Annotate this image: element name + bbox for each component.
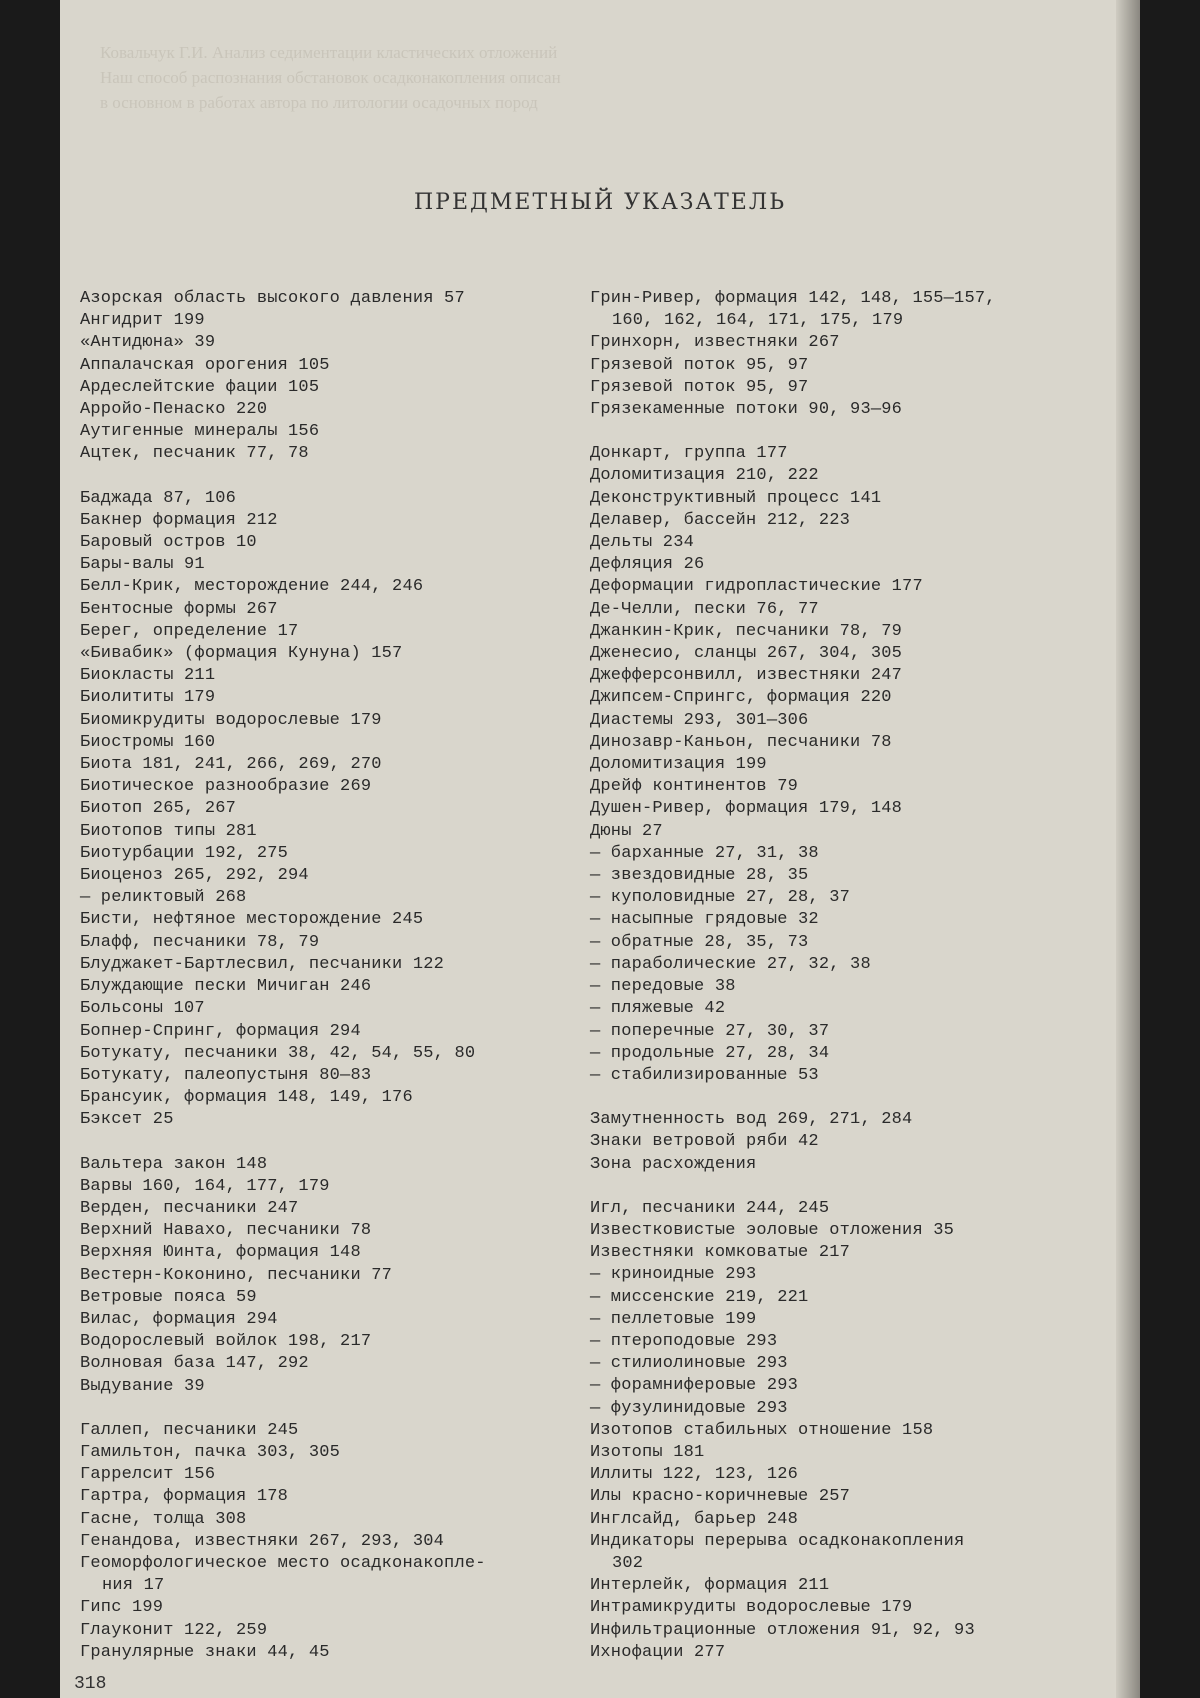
page-number: 318 bbox=[74, 1674, 107, 1694]
index-entry: Ангидрит 199 bbox=[80, 311, 205, 331]
index-entry: Биокласты 211 bbox=[80, 666, 216, 686]
index-entry: Гаррелсит 156 bbox=[80, 1465, 216, 1485]
page-title: ПРЕДМЕТНЫЙ УКАЗАТЕЛЬ bbox=[413, 190, 787, 215]
index-entry: Грязевой поток 95, 97 bbox=[590, 377, 809, 397]
index-entry: Диастемы 293, 301—306 bbox=[590, 710, 809, 730]
index-entry: — фузулинидовые 293 bbox=[590, 1398, 788, 1418]
index-entry: Интерлейк, формация 211 bbox=[590, 1576, 830, 1596]
index-entry: Белл-Крик, месторождение 244, 246 bbox=[80, 577, 424, 597]
index-entry: — куполовидные 27, 28, 37 bbox=[590, 888, 851, 908]
index-entry: Бакнер формация 212 bbox=[80, 510, 278, 530]
index-entry: — стилиолиновые 293 bbox=[590, 1354, 788, 1374]
book-page bbox=[60, 0, 1140, 1698]
index-entry: Бары-валы 91 bbox=[80, 555, 205, 575]
index-entry: Бопнер-Спринг, формация 294 bbox=[80, 1021, 361, 1041]
entry-gap bbox=[80, 466, 570, 488]
index-entry: Бентосные формы 267 bbox=[80, 599, 278, 619]
index-entry: Водорослевый войлок 198, 217 bbox=[80, 1332, 372, 1352]
index-entry: ния 17 bbox=[102, 1576, 165, 1596]
index-entry: — криноидные 293 bbox=[590, 1265, 757, 1285]
index-entry: Генандова, известняки 267, 293, 304 bbox=[80, 1531, 445, 1551]
index-entry: — насыпные грядовые 32 bbox=[590, 910, 819, 930]
index-entry: — форамниферовые 293 bbox=[590, 1376, 799, 1396]
index-entry: Бэксет 25 bbox=[80, 1110, 174, 1130]
index-entry: — пляжевые 42 bbox=[590, 999, 726, 1019]
index-entry: Знаки ветровой ряби 42 bbox=[590, 1132, 819, 1152]
index-column-right bbox=[590, 288, 1110, 1664]
index-entry: Верхняя Юинта, формация 148 bbox=[80, 1243, 361, 1263]
index-entry: Вальтера закон 148 bbox=[80, 1154, 268, 1174]
index-entry: — продольные 27, 28, 34 bbox=[590, 1043, 830, 1063]
index-entry: Грин-Ривер, формация 142, 148, 155—157, bbox=[590, 289, 996, 308]
index-entry: Аутигенные минералы 156 bbox=[80, 422, 320, 442]
index-entry: Верден, песчаники 247 bbox=[80, 1198, 299, 1218]
index-entry: Волновая база 147, 292 bbox=[80, 1354, 309, 1374]
index-entry: Бисти, нефтяное месторождение 245 bbox=[80, 910, 424, 930]
index-column-left bbox=[80, 288, 570, 1664]
index-entry: Инглсайд, барьер 248 bbox=[590, 1509, 799, 1529]
index-entry: Биотопов типы 281 bbox=[80, 821, 257, 841]
index-entry: Дрейф континентов 79 bbox=[590, 777, 799, 797]
index-entry: Замутненность вод 269, 271, 284 bbox=[590, 1110, 913, 1130]
index-entry: Доломитизация 199 bbox=[590, 755, 767, 775]
index-entry: Геоморфологическое место осадконакопле- bbox=[80, 1553, 486, 1573]
index-entry: — барханные 27, 31, 38 bbox=[590, 843, 819, 863]
index-entry: Деконструктивный процесс 141 bbox=[590, 488, 882, 508]
bleed-line: Наш способ распознания обстановок осадконакопления описан bbox=[100, 68, 561, 87]
index-entry: Динозавр-Каньон, песчаники 78 bbox=[590, 732, 892, 752]
index-entry: Деформации гидропластические 177 bbox=[590, 577, 923, 597]
index-entry: — звездовидные 28, 35 bbox=[590, 866, 809, 886]
index-entry: «Бивабик» (формация Кунуна) 157 bbox=[80, 644, 403, 664]
index-entry: Вестерн-Коконино, песчаники 77 bbox=[80, 1265, 393, 1285]
index-entry: Грязевой поток 95, 97 bbox=[590, 355, 809, 375]
index-entry: Изотопы 181 bbox=[590, 1442, 705, 1462]
index-entry: — передовые 38 bbox=[590, 977, 736, 997]
index-entry: Блуджакет-Бартлесвил, песчаники 122 bbox=[80, 954, 445, 974]
index-entry: Иллиты 122, 123, 126 bbox=[590, 1465, 799, 1485]
index-entry: Гипс 199 bbox=[80, 1598, 164, 1618]
index-entry: Грязекаменные потоки 90, 93—96 bbox=[590, 400, 903, 420]
index-entry: Биолититы 179 bbox=[80, 688, 216, 708]
index-entry: Джипсем-Спрингс, формация 220 bbox=[590, 688, 892, 708]
index-entry: 302 bbox=[612, 1553, 644, 1573]
index-entry: Больсоны 107 bbox=[80, 999, 205, 1019]
index-entry: Индикаторы перерыва осадконакопления bbox=[590, 1531, 965, 1551]
index-entry: Гринхорн, известняки 267 bbox=[590, 333, 840, 353]
index-entry: Дженесио, сланцы 267, 304, 305 bbox=[590, 644, 903, 664]
index-entry: Азорская область высокого давления 57 bbox=[80, 289, 465, 308]
index-entry: — птероподовые 293 bbox=[590, 1331, 778, 1351]
index-entry: Игл, песчаники 244, 245 bbox=[590, 1198, 830, 1218]
index-entry: Варвы 160, 164, 177, 179 bbox=[80, 1176, 330, 1196]
index-entry: Зона расхождения bbox=[590, 1154, 757, 1174]
index-entry: Инфильтрационные отложения 91, 92, 93 bbox=[590, 1620, 975, 1640]
index-entry: Делавер, бассейн 212, 223 bbox=[590, 510, 851, 530]
index-entry: Выдувание 39 bbox=[80, 1376, 205, 1396]
index-entry: Глауконит 122, 259 bbox=[80, 1620, 268, 1640]
index-entry: Берег, определение 17 bbox=[80, 621, 299, 641]
index-entry: Дюны 27 bbox=[590, 821, 663, 841]
entry-gap bbox=[80, 1132, 570, 1154]
index-entry: Джефферсонвилл, известняки 247 bbox=[590, 666, 903, 686]
index-entry: Арройо-Пенаско 220 bbox=[80, 400, 268, 420]
index-entry: Интрамикрудиты водорослевые 179 bbox=[590, 1598, 913, 1618]
index-entry: — реликтовый 268 bbox=[80, 888, 247, 908]
index-entry: — миссенские 219, 221 bbox=[590, 1287, 809, 1307]
index-entry: — обратные 28, 35, 73 bbox=[590, 932, 809, 952]
index-entry: Изотопов стабильных отношение 158 bbox=[590, 1420, 934, 1440]
entry-gap bbox=[590, 1087, 1110, 1109]
index-entry: Гамильтон, пачка 303, 305 bbox=[80, 1442, 341, 1462]
index-entry: Биотоп 265, 267 bbox=[80, 799, 237, 819]
index-entry: Верхний Навахо, песчаники 78 bbox=[80, 1221, 372, 1241]
index-entry: Известняки комковатые 217 bbox=[590, 1243, 851, 1263]
index-entry: Ботукату, песчаники 38, 42, 54, 55, 80 bbox=[80, 1043, 476, 1063]
index-entry: Гасне, толща 308 bbox=[80, 1509, 247, 1529]
index-entry: Дельты 234 bbox=[590, 533, 695, 553]
bleed-line: в основном в работах автора по литологии осадочных пород bbox=[100, 93, 538, 112]
entry-gap bbox=[590, 421, 1110, 443]
index-entry: 160, 162, 164, 171, 175, 179 bbox=[612, 311, 904, 331]
index-entry: — поперечные 27, 30, 37 bbox=[590, 1021, 830, 1041]
index-entry: Де-Челли, пески 76, 77 bbox=[590, 599, 819, 619]
index-entry: Ацтек, песчаник 77, 78 bbox=[80, 444, 309, 464]
index-entry: Гартра, формация 178 bbox=[80, 1487, 289, 1507]
index-entry: — стабилизированные 53 bbox=[590, 1065, 819, 1085]
index-entry: Баровый остров 10 bbox=[80, 533, 257, 553]
index-entry: Известковистые эоловые отложения 35 bbox=[590, 1220, 955, 1240]
index-entry: Биотурбации 192, 275 bbox=[80, 843, 289, 863]
index-entry: Биомикрудиты водорослевые 179 bbox=[80, 710, 382, 730]
page-edge-shadow bbox=[1116, 0, 1140, 1698]
index-entry: Доломитизация 210, 222 bbox=[590, 466, 819, 486]
index-entry: Вилас, формация 294 bbox=[80, 1309, 278, 1329]
entry-gap bbox=[80, 1398, 570, 1420]
index-entry: Джанкин-Крик, песчаники 78, 79 bbox=[590, 621, 903, 641]
index-entry: Душен-Ривер, формация 179, 148 bbox=[590, 799, 903, 819]
index-entry: Биостромы 160 bbox=[80, 732, 216, 752]
index-entry: Биоценоз 265, 292, 294 bbox=[80, 866, 309, 886]
index-entry: Галлеп, песчаники 245 bbox=[80, 1420, 299, 1440]
index-entry: Блуждающие пески Мичиган 246 bbox=[80, 977, 372, 997]
bleed-through-text bbox=[100, 40, 1100, 115]
index-entry: Брансуик, формация 148, 149, 176 bbox=[80, 1088, 413, 1108]
index-entry: Баджада 87, 106 bbox=[80, 488, 237, 508]
index-entry: Аппалачская орогения 105 bbox=[80, 355, 330, 375]
index-entry: Блафф, песчаники 78, 79 bbox=[80, 932, 320, 952]
index-entry: Илы красно-коричневые 257 bbox=[590, 1487, 851, 1507]
index-entry: Биота 181, 241, 266, 269, 270 bbox=[80, 755, 382, 775]
index-entry: Ботукату, палеопустыня 80—83 bbox=[80, 1065, 372, 1085]
index-entry: Ихнофации 277 bbox=[590, 1642, 726, 1662]
entry-gap bbox=[590, 1176, 1110, 1198]
index-entry: — параболические 27, 32, 38 bbox=[590, 954, 871, 974]
index-entry: Гранулярные знаки 44, 45 bbox=[80, 1642, 330, 1662]
index-entry: Биотическое разнообразие 269 bbox=[80, 777, 372, 797]
index-entry: — пеллетовые 199 bbox=[590, 1309, 757, 1329]
bleed-line: Ковальчук Г.И. Анализ седиментации кластических отложений bbox=[100, 43, 558, 62]
index-entry: «Антидюна» 39 bbox=[80, 333, 216, 353]
index-entry: Дефляция 26 bbox=[590, 555, 705, 575]
index-entry: Ардеслейтские фации 105 bbox=[80, 377, 320, 397]
index-entry: Ветровые пояса 59 bbox=[80, 1287, 257, 1307]
index-entry: Донкарт, группа 177 bbox=[590, 444, 788, 464]
